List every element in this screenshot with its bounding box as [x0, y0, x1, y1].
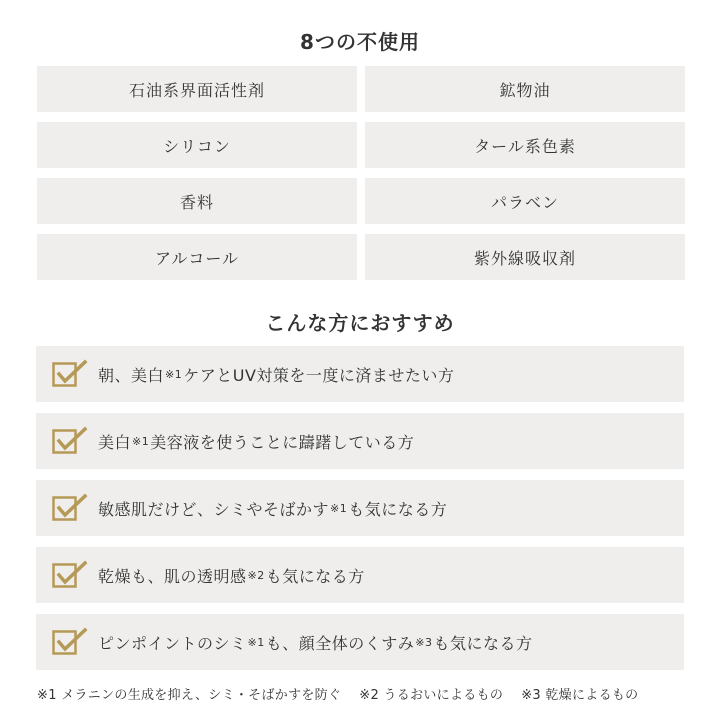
- recommend-item: [36, 346, 684, 402]
- footnote: ※2 うるおいによるもの: [359, 688, 504, 703]
- footnotes: [37, 684, 697, 703]
- free-from-item: 香料: [37, 178, 357, 224]
- checkbox-check-icon: [52, 426, 88, 456]
- recommend-title: こんな方におすすめ: [265, 311, 455, 335]
- footnote-marker: ※3: [415, 635, 433, 649]
- footnote-marker: ※2: [247, 568, 265, 582]
- checkbox-check-icon: [52, 560, 88, 590]
- recommend-item-text: [98, 614, 532, 670]
- recommend-text: 美白: [98, 432, 132, 452]
- footnote-marker: ※1: [247, 635, 265, 649]
- footnote: ※1 メラニンの生成を抑え、シミ・そばかすを防ぐ: [37, 688, 342, 703]
- checkbox-check-icon: [52, 493, 88, 523]
- free-from-title: 8つの不使用: [300, 30, 420, 54]
- recommend-list: [36, 346, 684, 681]
- recommend-text: 美容液を使うことに躊躇している方: [150, 432, 415, 452]
- recommend-item-text: [98, 547, 365, 603]
- checkbox-check-icon: [52, 627, 88, 657]
- free-from-grid: [37, 66, 685, 280]
- recommend-text: ピンポイントのシミ: [98, 633, 247, 653]
- free-from-item: 紫外線吸収剤: [365, 234, 685, 280]
- recommend-text: も気になる方: [348, 499, 448, 519]
- free-from-item: アルコール: [37, 234, 357, 280]
- recommend-item: [36, 480, 684, 536]
- free-from-item: パラベン: [365, 178, 685, 224]
- recommend-text: も気になる方: [265, 566, 365, 586]
- recommend-text: 敏感肌だけど、シミやそばかす: [98, 499, 330, 519]
- footnote-marker: ※1: [132, 434, 150, 448]
- free-from-item: タール系色素: [365, 122, 685, 168]
- recommend-item-text: [98, 480, 447, 536]
- recommend-item-text: [98, 413, 414, 469]
- recommend-text: も気になる方: [433, 633, 533, 653]
- footnote: ※3 乾燥によるもの: [521, 688, 639, 703]
- recommend-item-text: [98, 346, 454, 402]
- recommend-item: [36, 614, 684, 670]
- recommend-item: [36, 413, 684, 469]
- footnote-marker: ※1: [165, 367, 183, 381]
- recommend-text: も、顔全体のくすみ: [265, 633, 415, 653]
- free-from-item: 鉱物油: [365, 66, 685, 112]
- recommend-text: 乾燥も、肌の透明感: [98, 566, 247, 586]
- recommend-item: [36, 547, 684, 603]
- free-from-item: シリコン: [37, 122, 357, 168]
- recommend-text: ケアとUV対策を一度に済ませたい方: [183, 365, 455, 385]
- free-from-item: 石油系界面活性剤: [37, 66, 357, 112]
- recommend-text: 朝、美白: [98, 365, 165, 385]
- checkbox-check-icon: [52, 359, 88, 389]
- footnote-marker: ※1: [330, 501, 348, 515]
